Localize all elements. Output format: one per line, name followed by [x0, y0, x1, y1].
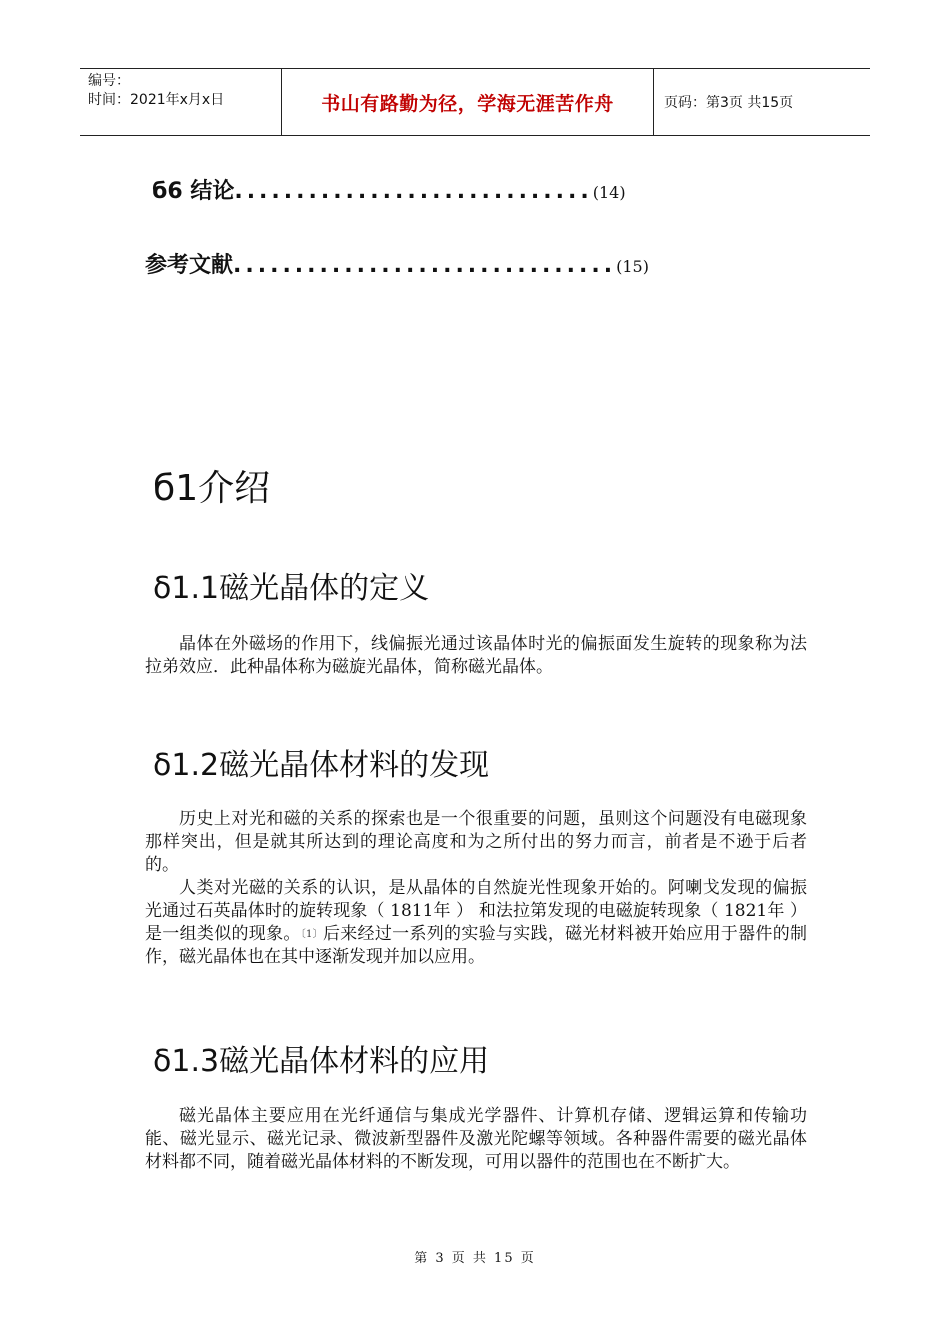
citation-ref[interactable]: 〔1〕 — [300, 929, 323, 940]
subsection-heading-application: δ1.3磁光晶体材料的应用 — [153, 1044, 490, 1079]
header-number-label: 编号： — [88, 73, 130, 89]
header-time-label: 时间：2021年x月x日 — [88, 92, 225, 108]
header-motto: 书山有路勤为径，学海无涯苦作舟 — [282, 69, 654, 135]
toc-entry-references[interactable] — [145, 248, 649, 279]
paragraph-text: 晶体在外磁场的作用下，线偏振光通过该晶体时光的偏振面发生旋转的现象称为法拉弟效应．此种晶体称为磁旋光晶体，简称磁光晶体。 — [145, 634, 807, 677]
header-meta — [80, 69, 282, 135]
toc-entry-title: 参考文献 — [145, 253, 234, 278]
page-header — [80, 68, 870, 136]
toc-entry-title: б6 结论 — [152, 179, 235, 204]
paragraph-definition — [145, 633, 807, 679]
paragraph-text: 历史上对光和磁的关系的探索也是一个很重要的问题，虽则这个问题没有电磁现象那样突出，但是就其所达到的理论高度和为之所付出的努力而言，前者是不逊于后者的。 — [145, 809, 807, 875]
page-footer: 第 3 页 共 15 页 — [414, 1251, 536, 1266]
toc-entry-page: (14) — [592, 183, 626, 202]
subsection-heading-definition: δ1.1磁光晶体的定义 — [153, 571, 430, 606]
section-heading-introduction: б1介绍 — [153, 468, 271, 509]
toc-entry-conclusion[interactable] — [152, 174, 626, 205]
paragraph-discovery — [145, 808, 807, 969]
paragraph-application — [145, 1105, 807, 1174]
paragraph-text-part: 人类对光磁的关系的认识，是从晶体的自然旋光性现象开始的。阿喇戈发现的偏振光通过石英晶体时的旋转现象（ 1811年 ） 和法拉第发现的电磁旋转现象（ 1821年 ） 是一组类似的现象。 — [145, 878, 807, 944]
subsection-heading-discovery: δ1.2磁光晶体材料的发现 — [153, 748, 490, 783]
toc-entry-page: (15) — [616, 257, 649, 276]
toc-entry-dots: ............................... — [233, 253, 617, 278]
header-page-info: 页码：第3页 共15页 — [664, 95, 794, 111]
toc-entry-dots: ............................. — [234, 179, 593, 204]
paragraph-text-part: 后来经过一系列的实验与实践，磁光材料被开始应用于器件的制作，磁光晶体也在其中逐渐发现并加以应用。 — [145, 924, 808, 967]
paragraph-text-2 — [145, 877, 807, 969]
paragraph-text: 磁光晶体主要应用在光纤通信与集成光学器件、计算机存储、逻辑运算和传输功能、磁光显示、磁光记录、微波新型器件及激光陀螺等领域。各种器件需要的磁光晶体材料都不同，随着磁光晶体材料的不断发现，可用以器件的范围也在不断扩大。 — [145, 1106, 807, 1172]
